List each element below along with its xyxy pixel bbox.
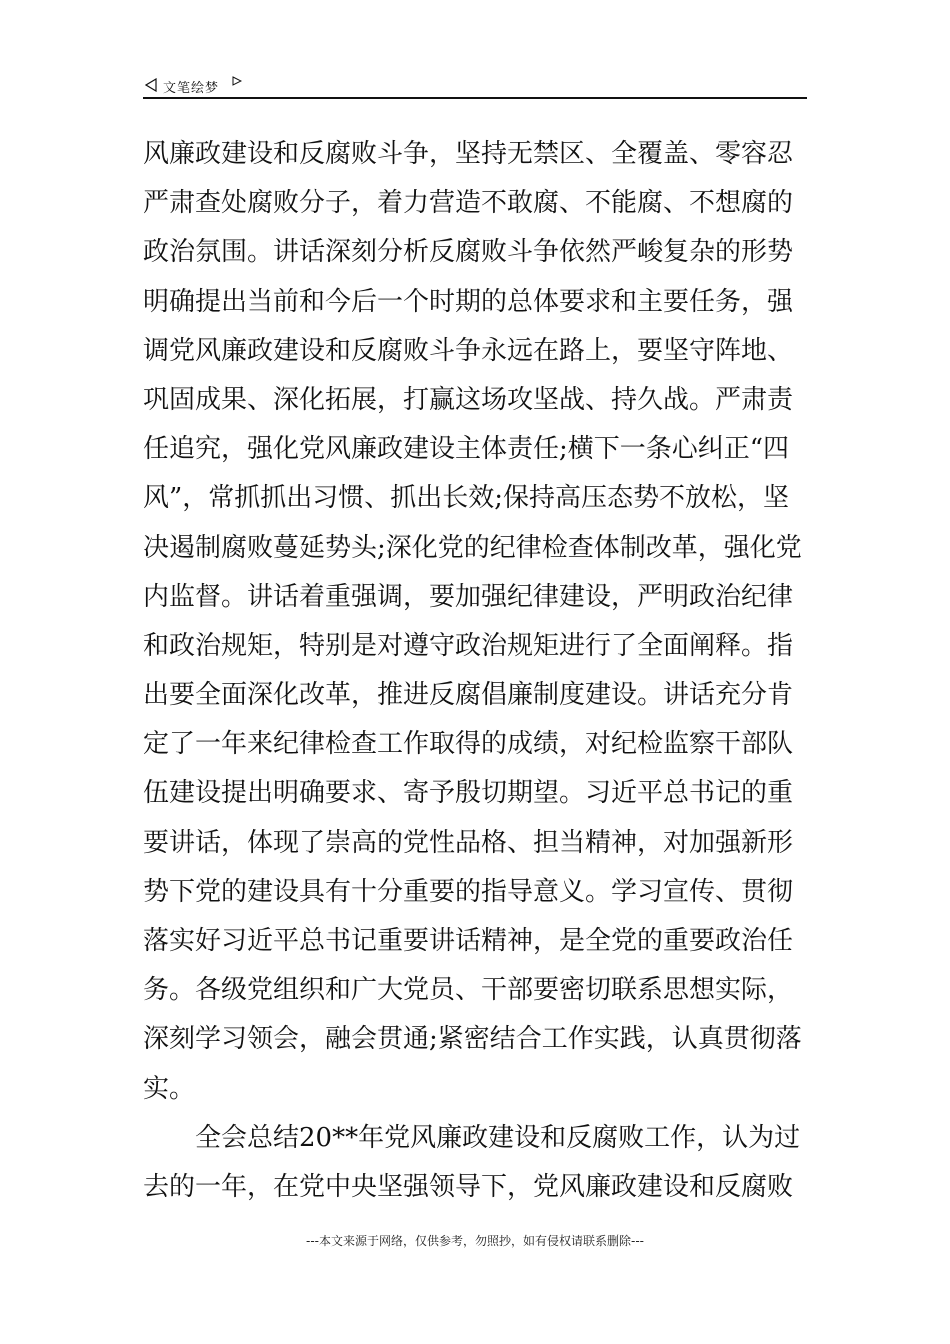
text-line: 风”，常抓抓出习惯、抓出长效;保持高压态势不放松，坚 [143, 483, 790, 514]
text-line: 定了一年来纪律检查工作取得的成绩，对纪检监察干部队 [143, 729, 794, 760]
text-line: 去的一年，在党中央坚强领导下，党风廉政建设和反腐败 [143, 1171, 794, 1202]
text-line: 调党风廉政建设和反腐败斗争永远在路上，要坚守阵地、 [143, 335, 794, 366]
paragraph-start-line: 全会总结20**年党风廉政建设和反腐败工作，认为过 [195, 1122, 801, 1153]
triangle-right-outline-icon [232, 76, 242, 86]
text-line: 出要全面深化改革，推进反腐倡廉制度建设。讲话充分肯 [143, 680, 794, 711]
text-line: 要讲话，体现了崇高的党性品格、担当精神，对加强新形 [143, 827, 794, 858]
text-line: 伍建设提出明确要求、寄予殷切期望。习近平总书记的重 [143, 778, 794, 809]
page-header [143, 74, 807, 98]
text-line: 明确提出当前和今后一个时期的总体要求和主要任务，强 [143, 286, 794, 317]
text-line: 深刻学习领会，融会贯通;紧密结合工作实践，认真贯彻落 [143, 1024, 802, 1055]
document-body [143, 130, 807, 1212]
text-line: 严肃查处腐败分子，着力营造不敢腐、不能腐、不想腐的 [143, 188, 794, 219]
text-line: 内监督。讲话着重强调，要加强纪律建设，严明政治纪律 [143, 581, 794, 612]
text-line: 实。 [143, 1073, 196, 1104]
page-footer: ---本文来源于网络，仅供参考，勿照抄，如有侵权请联系删除--- [306, 1234, 644, 1248]
text-line: 落实好习近平总书记重要讲话精神，是全党的重要政治任 [143, 926, 794, 956]
header-divider [143, 97, 807, 99]
text-line: 决遏制腐败蔓延势头;深化党的纪律检查体制改革，强化党 [143, 532, 802, 563]
text-line: 任追究，强化党风廉政建设主体责任;横下一条心纠正“四 [143, 434, 790, 465]
text-line: 务。各级党组织和广大党员、干部要密切联系思想实际， [143, 975, 794, 1006]
header-brand: 文笔绘梦 [163, 81, 220, 96]
text-line: 势下党的建设具有十分重要的指导意义。学习宣传、贯彻 [143, 876, 794, 907]
triangle-left-outline-icon [145, 78, 157, 92]
text-line: 和政治规矩，特别是对遵守政治规矩进行了全面阐释。指 [143, 630, 794, 661]
text-line: 政治氛围。讲话深刻分析反腐败斗争依然严峻复杂的形势 [143, 237, 794, 268]
text-line: 巩固成果、深化拓展，打赢这场攻坚战、持久战。严肃责 [143, 384, 794, 415]
text-line: 风廉政建设和反腐败斗争，坚持无禁区、全覆盖、零容忍 [143, 139, 794, 169]
